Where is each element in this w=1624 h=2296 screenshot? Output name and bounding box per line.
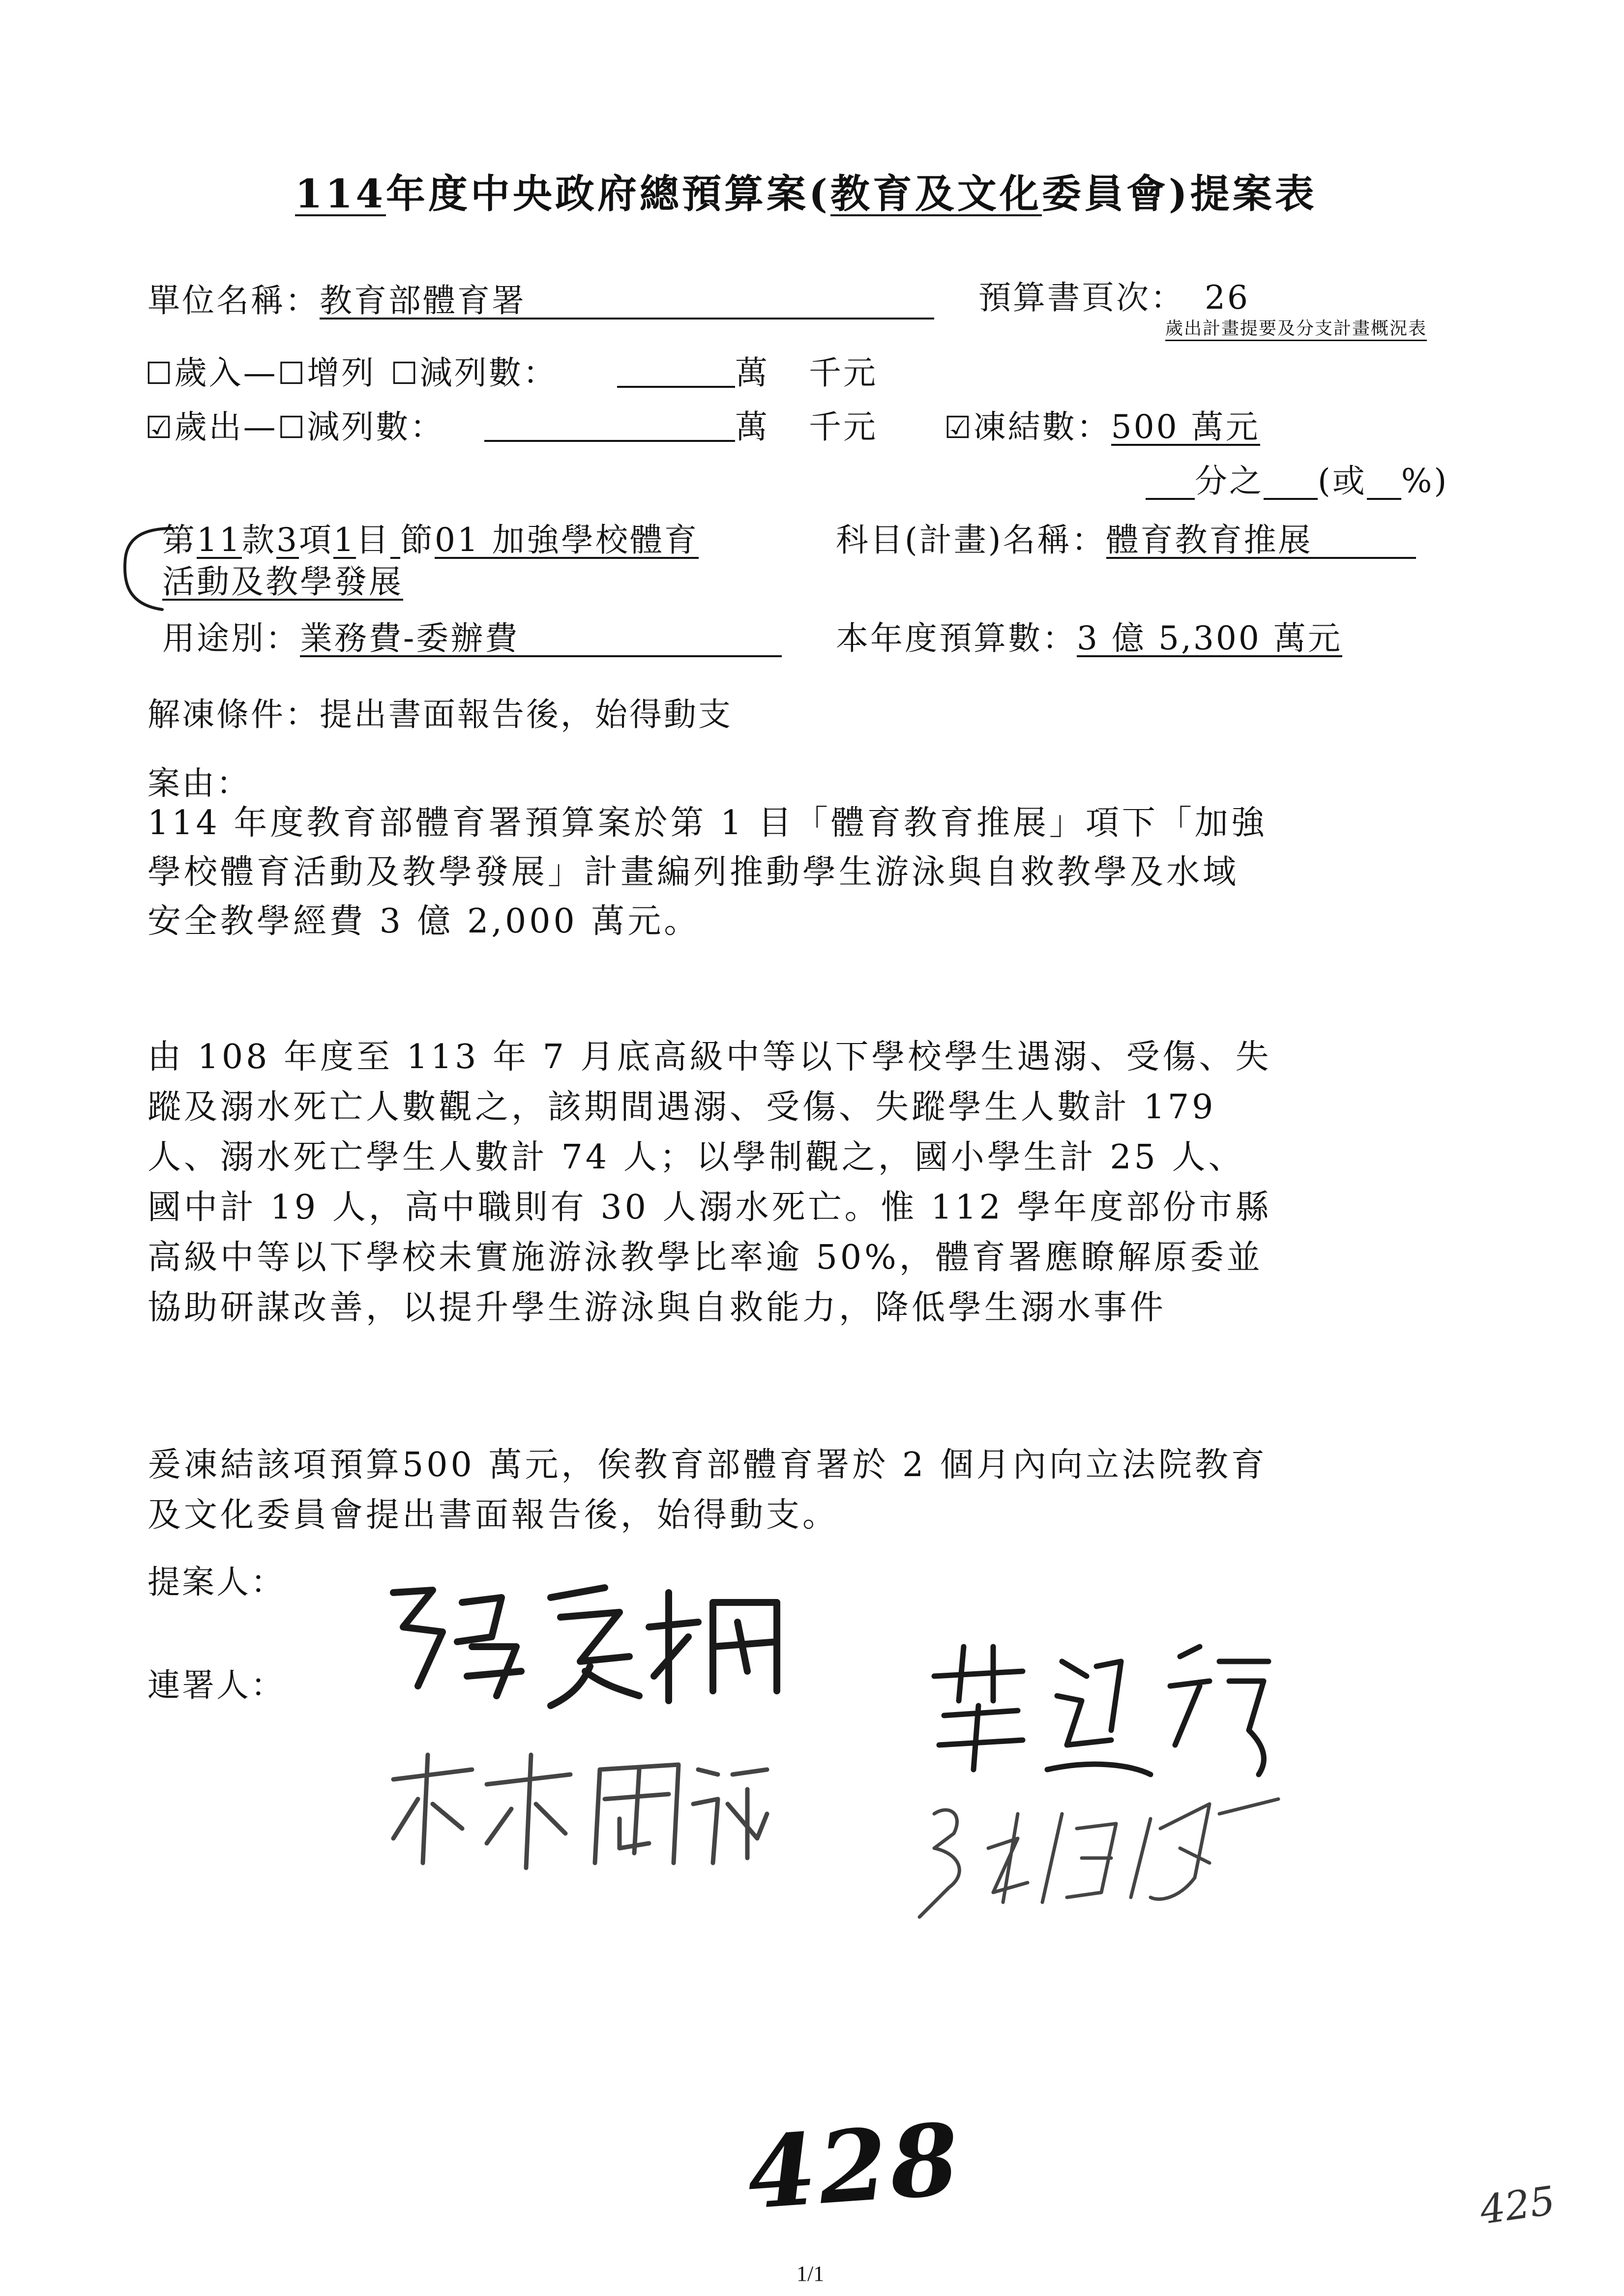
signature-cosigner-1 — [374, 1740, 777, 1878]
unit-label: 單位名稱： — [148, 282, 320, 320]
expense-amount-line — [484, 440, 735, 442]
budget-page-row — [978, 271, 1250, 318]
title-part2: 委員會)提案表 — [1041, 171, 1317, 217]
revenue-qian: 千元 — [809, 354, 878, 392]
fraction-fen-zhi: 分之 — [1195, 462, 1264, 500]
budget-page-value: 26 — [1205, 279, 1250, 317]
paragraph1-line: 學校體育活動及教學發展」計畫編列推動學生游泳與自救教學及水域 — [148, 853, 1240, 892]
expense-decrease-label: 減列數： — [307, 408, 445, 446]
page-footer: 1/1 — [797, 2262, 825, 2286]
unfreeze-value: 提出書面報告後，始得動支 — [320, 696, 733, 733]
fraction-row — [1146, 455, 1448, 501]
revenue-amount-line — [617, 386, 735, 388]
annual-budget-row — [836, 612, 1342, 659]
item-jie: 節 — [400, 521, 435, 559]
annual-budget-label: 本年度預算數： — [836, 619, 1077, 657]
unit-value: 教育部體育署 — [320, 284, 934, 320]
subject-row — [836, 514, 1416, 560]
paragraph2-line: 蹤及溺水死亡人數觀之，該期間遇溺、受傷、失蹤學生人數計 179 — [148, 1088, 1216, 1127]
program-line2: 活動及教學發展 — [162, 563, 403, 601]
fraction-huo: (或 — [1318, 462, 1367, 500]
paragraph3-line: 及文化委員會提出書面報告後，始得動支。 — [148, 1496, 839, 1535]
subject-label: 科目(計畫)名稱： — [836, 521, 1106, 559]
title-committee: 教育及文化 — [830, 171, 1042, 217]
subject-value: 體育教育推展 — [1106, 523, 1416, 559]
program-line1: 01 加強學校體育 — [434, 521, 699, 559]
program-line2-row — [162, 563, 403, 601]
item-di: 第 — [162, 521, 197, 559]
paragraph2 — [148, 1032, 1272, 1333]
freeze-row — [944, 401, 1260, 447]
increase-checkbox[interactable]: ☐ — [277, 355, 307, 391]
signature-proposer — [374, 1573, 816, 1720]
item-xiang-no: 3 — [276, 521, 299, 559]
signature-cosigner-3 — [905, 1784, 1288, 1932]
handwritten-corner-number: 425 — [1477, 2177, 1558, 2234]
unfreeze-row — [148, 688, 733, 735]
paragraph1-line: 114 年度教育部體育署預算案於第 1 目「體育教育推展」項下「加強 — [148, 804, 1268, 843]
decrease-label: 減列數： — [419, 354, 558, 392]
item-xiang: 項 — [298, 521, 333, 559]
reason-label: 案由： — [148, 764, 251, 802]
page-title — [295, 162, 1317, 219]
item-kuan-no: 11 — [197, 521, 242, 559]
freeze-label: 凍結數： — [973, 408, 1111, 446]
cosigner-label: 連署人： — [148, 1666, 285, 1704]
fraction-pct: %) — [1401, 462, 1449, 500]
budget-page-label: 預算書頁次： — [978, 279, 1185, 317]
paragraph1-line: 安全教學經費 3 億 2,000 萬元。 — [148, 902, 701, 941]
expense-qian: 千元 — [809, 408, 878, 446]
usage-row — [162, 612, 782, 659]
increase-label: 增列 — [307, 354, 376, 392]
paragraph3 — [148, 1440, 1268, 1540]
item-mu-no: 1 — [333, 521, 356, 559]
budget-page-note: 歲出計畫提要及分支計畫概況表 — [1165, 315, 1427, 341]
expense-checkbox[interactable]: ☑ — [145, 409, 175, 445]
title-year: 114 — [295, 171, 386, 217]
paragraph3-line: 爰凍結該項預算500 萬元，俟教育部體育署於 2 個月內向立法院教育 — [148, 1446, 1268, 1484]
signature-cosigner-2 — [924, 1632, 1278, 1789]
freeze-checkbox[interactable]: ☑ — [944, 409, 974, 445]
annual-budget-value: 3 億 5,300 萬元 — [1077, 619, 1342, 657]
decrease-checkbox[interactable]: ☐ — [390, 355, 420, 391]
paragraph2-line: 高級中等以下學校未實施游泳教學比率逾 50%，體育署應瞭解原委並 — [148, 1238, 1263, 1277]
revenue-row — [145, 347, 558, 393]
freeze-value: 500 萬元 — [1111, 408, 1260, 446]
revenue-checkbox[interactable]: ☐ — [145, 355, 175, 391]
paragraph2-line: 國中計 19 人，高中職則有 30 人溺水死亡。惟 112 學年度部份市縣 — [148, 1188, 1272, 1227]
usage-label: 用途別： — [162, 619, 300, 657]
paragraph2-line: 由 108 年度至 113 年 7 月底高級中等以下學校學生遇溺、受傷、失 — [148, 1038, 1272, 1076]
paragraph1 — [148, 799, 1268, 946]
expense-decrease-checkbox[interactable]: ☐ — [277, 409, 307, 445]
expense-label: 歲出— — [174, 408, 278, 446]
revenue-label: 歲入— — [174, 354, 278, 392]
paragraph2-line: 協助研謀改善，以提升學生游泳與自救能力，降低學生溺水事件 — [148, 1288, 1167, 1327]
unit-row — [148, 274, 934, 321]
proposer-label: 提案人： — [148, 1563, 285, 1601]
title-part1: 年度中央政府總預算案( — [386, 171, 830, 217]
unfreeze-label: 解凍條件： — [148, 696, 320, 733]
expense-row — [145, 401, 444, 447]
item-kuan: 款 — [241, 521, 276, 559]
item-mu: 目 — [355, 521, 390, 559]
handwritten-page-number: 428 — [743, 2101, 966, 2232]
paragraph2-line: 人、溺水死亡學生人數計 74 人；以學制觀之，國小學生計 25 人、 — [148, 1138, 1245, 1177]
revenue-wan: 萬 — [735, 354, 769, 392]
usage-value: 業務費-委辦費 — [300, 621, 782, 657]
expense-wan: 萬 — [735, 408, 769, 446]
item-row — [162, 514, 699, 560]
